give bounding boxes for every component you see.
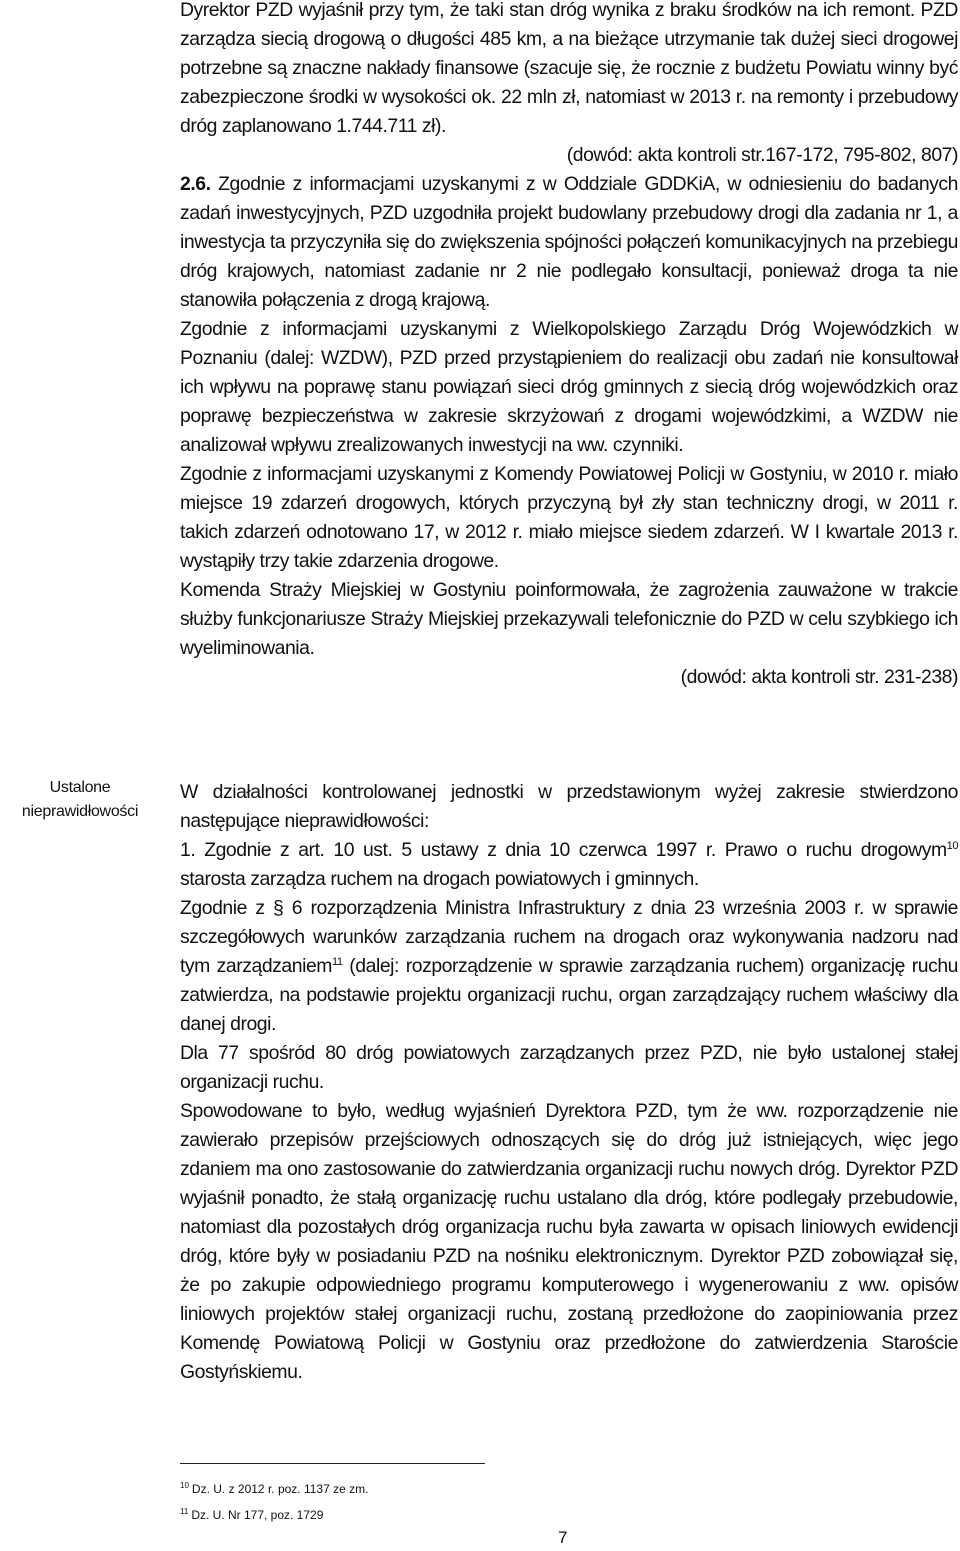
margin-heading [0,776,160,824]
paragraph-section-2-6 [180,170,958,315]
footnote-separator [180,1463,485,1464]
footnote-number: 10 [180,1481,189,1490]
text-run: starosta zarządza ruchem na drogach powiatowych i gminnych. [180,868,699,890]
page-number: 7 [558,1528,568,1547]
evidence-reference: (dowód: akta kontroli str. 231-238) [680,666,958,688]
paragraph-funding: Dyrektor PZD wyjaśnił przy tym, że taki stan dróg wynika z braku środków na ich remont. PZD zarządza siecią drogową o długości 485 km, a na bieżące utrzymanie tak dużej sieci drogowej potrzebne są znaczne nakłady finansowe (szacuje się, że rocznie z budżetu Powiatu winny być zabezpieczone środki w wysokości ok. 22 mln zł, natomiast w 2013 r. na remonty i przebudowy dróg zaplanowano 1.744.711 zł). [180,0,958,137]
irregularities-section [180,778,958,1387]
findings-continuation [180,0,958,692]
footnote [180,1502,368,1528]
paragraph-intro: W działalności kontrolowanej jednostki w przedstawionym wyżej zakresie stwierdzono następujące nieprawidłowości: [180,781,958,832]
text-run: (dalej: rozporządzenie w sprawie zarządzania ruchem) organizację ruchu zatwierdza, na podstawie projektu organizacji ruchu, organ zarządzający ruchem właściwy dla danej drogi. [180,955,958,1035]
section-2-6-text: Zgodnie z informacjami uzyskanymi z w Oddziale GDDKiA, w odniesieniu do badanych zadań inwestycyjnych, PZD uzgodniła projekt budowlany przebudowy drogi dla zadania nr 1, a inwestycja ta przyczyniła się do zwiększenia spójności połączeń komunikacyjnych na przebiegu dróg krajowych, natomiast zadanie nr 2 nie podlegało konsultacji, ponieważ droga ta nie stanowiła połączenia z drogą krajową. [180,173,958,311]
paragraph-municipal-guard: Komenda Straży Miejskiej w Gostyniu poinformowała, że zagrożenia zauważone w trakcie służby funkcjonariusze Straży Miejskiej przekazywali telefonicznie do PZD w celu szybkiego ich wyeliminowania. [180,579,958,659]
paragraph-explanation: Spowodowane to było, według wyjaśnień Dyrektora PZD, tym że ww. rozporządzenie nie zawierało przepisów przejściowych odnoszących się do dróg już istniejących, więc jego zdaniem ma ono zastosowanie do zatwierdzania organizacji ruchu nowych dróg. Dyrektor PZD wyjaśnił ponadto, że stałą organizację ruchu ustalano dla dróg, które podlegały przebudowie, natomiast dla pozostałych dróg organizacja ruchu była zawarta w opisach liniowych ewidencji dróg, które były w posiadaniu PZD na nośniku elektronicznym. Dyrektor PZD zobowiązał się, że po zakupie odpowiedniego programu komputerowego i wygenerowaniu z ww. opisów liniowych projektów stałej organizacji ruchu, zostaną przedłożone do zaopiniowania przez Komendę Powiatową Policji w Gostyniu oraz przedłożone do zatwierdzenia Staroście Gostyńskiemu. [180,1100,958,1383]
footnote-text: Dz. U. z 2012 r. poz. 1137 ze zm. [191,1482,369,1496]
footnote-ref[interactable]: 11 [331,956,343,968]
footnote [180,1476,368,1502]
margin-heading-line: nieprawidłowości [21,803,139,820]
footnote-text: Dz. U. Nr 177, poz. 1729 [191,1508,324,1522]
text-run: Zgodnie z § 6 rozporządzenia Ministra Infrastruktury z dnia 23 września 2003 r. w sprawie szczegółowych warunków zarządzania ruchem na drogach oraz wykonywania nadzoru nad tym zarządzaniem [180,897,958,977]
footnotes [180,1476,368,1528]
margin-heading-line: Ustalone [49,779,111,796]
text-run: 1. Zgodnie z art. 10 ust. 5 ustawy z dnia 10 czerwca 1997 r. Prawo o ruchu drogowym [180,839,947,861]
paragraph-traffic-law [180,836,958,894]
paragraph-traffic-organization: Dla 77 spośród 80 dróg powiatowych zarządzanych przez PZD, nie było ustalonej stałej organizacji ruchu. [180,1042,958,1093]
footnote-number: 11 [180,1507,189,1516]
footnote-ref[interactable]: 10 [946,840,958,852]
section-number: 2.6. [180,173,211,195]
paragraph-regulation [180,894,958,1039]
paragraph-wzdw: Zgodnie z informacjami uzyskanymi z Wielkopolskiego Zarządu Dróg Wojewódzkich w Poznaniu (dalej: WZDW), PZD przed przystąpieniem do realizacji obu zadań nie konsultował ich wpływu na poprawę stanu powiązań sieci dróg gminnych z siecią dróg wojewódzkich oraz poprawę bezpieczeństwa w zakresie skrzyżowań z drogami wojewódzkimi, a WZDW nie analizował wpływu zrealizowanych inwestycji na ww. czynniki. [180,318,958,456]
evidence-reference: (dowód: akta kontroli str.167-172, 795-802, 807) [566,144,958,166]
paragraph-police: Zgodnie z informacjami uzyskanymi z Komendy Powiatowej Policji w Gostyniu, w 2010 r. miało miejsce 19 zdarzeń drogowych, których przyczyną był zły stan techniczny drogi, w 2011 r. takich zdarzeń odnotowano 17, w 2012 r. miało miejsce siedem zdarzeń. W I kwartale 2013 r. wystąpiły trzy takie zdarzenia drogowe. [180,463,958,572]
